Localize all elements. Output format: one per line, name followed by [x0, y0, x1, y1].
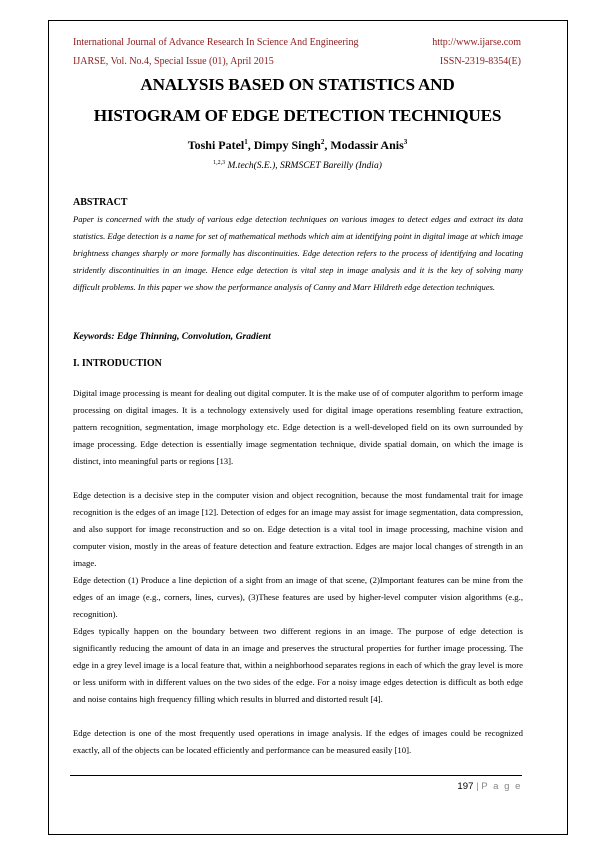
page-number-value: 197 [457, 781, 474, 792]
abstract-text: Paper is concerned with the study of various edge detection techniques on various images to detect edges and extract its data statistics. Edge detection is a name for set of mathematical methods which aim at identifying point in digital image at which image brightness changes sharply or more formally has discontinuities. Edge detection refers to the process of identifying and locating stridently discontinuities in an image. Hence edge detection is vital step in image analysis and it is the key of solving many difficult problems. In this paper we show the performance analysis of Canny and Marr Hildreth edge detection techniques. [73, 214, 523, 292]
author-superscript: 2 [320, 138, 325, 146]
affiliation-text: M.tech(S.E.), SRMSCET Bareilly (India) [227, 161, 382, 172]
author-name: Toshi Patel [187, 138, 245, 152]
author-name: Modassir Anis [330, 138, 404, 152]
intro-paragraph-3: Edge detection (1) Produce a line depiction of a sight from an image of that scene, (2)Important features can be mine from the edges of an image (e.g., corners, lines, curves), (3)These features are used by higher-level computer vision algorithms (e.g., recognition). [73, 575, 523, 619]
author-list: Toshi Patel$^1$, Dimpy Singh$^2$, Modassir Anis$^3$ [187, 138, 408, 152]
author-superscript: 1 [244, 138, 248, 146]
page-label: P a g e [481, 781, 522, 792]
author-affiliation [55, 160, 540, 171]
author-superscript: 3 [403, 138, 408, 146]
keywords: Keywords: Edge Thinning, Convolution, Gradient [73, 331, 271, 342]
paper-title-line-1: ANALYSIS BASED ON STATISTICS AND [140, 75, 455, 94]
journal-name: International Journal of Advance Research In Science And Engineering [73, 37, 359, 48]
intro-paragraph-2: Edge detection is a decisive step in the computer vision and object recognition, because the most fundamental trait for image recognition is the edges of an image [12]. Detection of edges for an image may assist for image segmentation, data compression, and also support for image reconstruction and so on. Edge detection is a vital tool in image processing, machine vision and computer vision, mostly in the areas of feature detection and feature extraction. Edges are major local changes of strength in an image. [73, 490, 523, 568]
abstract-heading: ABSTRACT [73, 197, 128, 208]
page-number-separator: | [476, 781, 479, 792]
journal-issn: ISSN-2319-8354(E) [439, 56, 521, 67]
affiliation-superscript: 1,2,3 [213, 160, 226, 166]
footer-rule [70, 775, 522, 776]
introduction-heading: I. INTRODUCTION [73, 358, 162, 369]
intro-paragraph-4: Edges typically happen on the boundary between two different regions in an image. The purpose of edge detection is significantly reducing the amount of data in an image and preserves the structural properties for further image processing. The edge in a grey level image is a local feature that, within a neighborhood separates regions in each of which the gray level is more or less uniform with in different values on the two sides of the edge. For a noisy image edges detection is difficult as both edge and noise contains high frequency filling which results in blurred and distorted result [4]. [73, 626, 523, 704]
intro-paragraph-1: Digital image processing is meant for dealing out digital computer. It is the make use of of computer algorithm to perform image processing on digital images. It is a technology extensively used for digital image operations resembling feature extraction, pattern recognition, segmentation, image morphology etc. Edge detection is a well-developed field on its own surrounded by image processing. Edge detection is essentially image segmentation technique, divide spatial domain, on which the image is distinct, into meaningful parts or regions [13]. [73, 388, 523, 466]
journal-url[interactable]: http://www.ijarse.com [432, 37, 521, 48]
author-name: Dimpy Singh [253, 138, 321, 152]
page-number [457, 781, 522, 792]
journal-issue: IJARSE, Vol. No.4, Special Issue (01), April 2015 [73, 56, 274, 67]
paper-title-line-2: HISTOGRAM OF EDGE DETECTION TECHNIQUES [93, 106, 502, 125]
intro-paragraph-5: Edge detection is one of the most frequently used operations in image analysis. If the edges of images could be recognized exactly, all of the objects can be located efficiently and performance can be measured easily [10]. [73, 728, 523, 755]
